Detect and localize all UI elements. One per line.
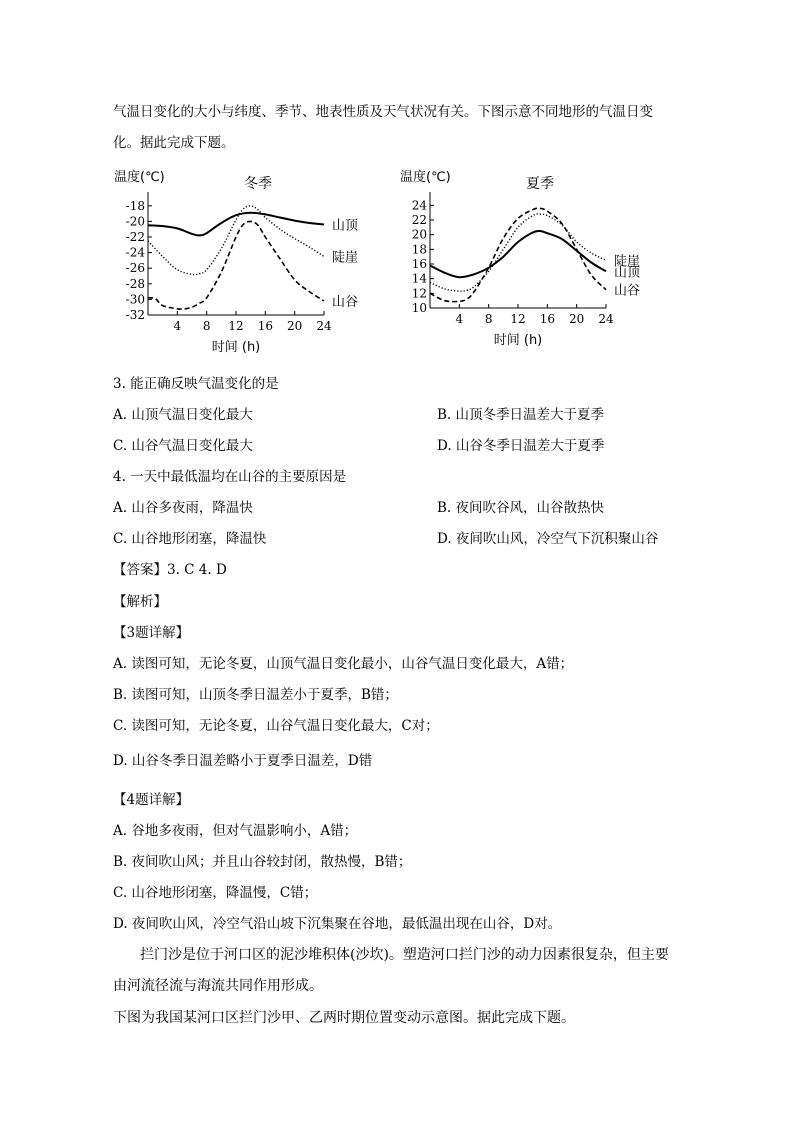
q3-detail-d: D. 山谷冬季日温差略小于夏季日温差，D错 [113,753,373,769]
x-tick-label: 20 [287,319,303,333]
series-label: 山顶 [614,265,641,281]
passage-line-2: 由河流径流与海流共同作用形成。 [113,978,323,994]
intro-line-1: 气温日变化的大小与纬度、季节、地表性质及天气状况有关。下图示意不同地形的气温日变 [113,104,653,120]
y-tick-label: 12 [411,286,427,301]
q4-option-a: A. 山谷多夜雨，降温快 [113,500,253,516]
q4-option-d: D. 夜间吹山风，冷空气下沉积聚山谷 [437,531,659,547]
q3-detail-b: B. 读图可知，山顶冬季日温差小于夏季，B错； [113,687,398,703]
series-label: 山谷 [332,294,359,310]
q3-detail-c: C. 读图可知，无论冬夏，山谷气温日变化最大，C对； [113,718,439,734]
q4-detail-b: B. 夜间吹山风；并且山谷较封闭，散热慢，B错； [113,854,412,870]
y-tick-label: -30 [125,292,145,307]
y-tick-label: 10 [411,301,427,315]
x-tick-label: 12 [510,312,526,326]
y-tick-label: -26 [125,261,145,276]
y-tick-label: -24 [125,245,145,260]
x-tick-label: 4 [173,319,182,333]
series-line-dashed [430,208,606,301]
x-tick-label: 16 [257,319,273,333]
q3-option-a: A. 山顶气温日变化最大 [113,407,253,423]
y-tick-label: -22 [125,230,145,244]
y-tick-label: 18 [411,242,427,257]
x-tick-label: 8 [202,319,211,333]
x-tick-label: 12 [228,319,244,333]
passage-line-3: 下图为我国某河口区拦门沙甲、乙两时期位置变动示意图。据此完成下题。 [113,1010,575,1026]
q3-option-c: C. 山谷气温日变化最大 [113,438,253,454]
q3-stem: 3. 能正确反映气温变化的是 [113,376,279,392]
y-tick-label: 16 [411,257,427,271]
x-tick-label: 24 [598,312,614,326]
q3-detail-title: 【3题详解】 [113,625,190,641]
y-tick-label: 14 [411,271,427,286]
x-tick-label: 16 [539,312,555,326]
y-tick-label: -32 [125,308,145,322]
series-label: 陡崖 [614,254,641,270]
y-axis-label: 温度(℃) [114,170,165,185]
y-tick-label: 24 [411,198,427,213]
x-tick-label: 4 [455,312,464,326]
passage-line-1: 拦门沙是位于河口区的泥沙堆积体(沙坎)。塑造河口拦门沙的动力因素很复杂，但主要 [140,947,669,963]
y-tick-label: 22 [411,213,427,227]
chart-title: 夏季 [526,176,554,192]
series-label: 山顶 [332,218,359,234]
series-line-solid [148,213,324,236]
y-axis-label: 温度(℃) [400,170,451,185]
q4-detail-title: 【4题详解】 [113,792,190,808]
summer-chart [398,168,648,358]
x-tick-label: 24 [316,319,332,333]
series-label: 陡崖 [332,250,359,266]
y-tick-label: -18 [125,198,145,213]
x-axis-label: 时间 (h) [211,340,261,355]
q3-detail-a: A. 读图可知，无论冬夏，山顶气温日变化最小，山谷气温日变化最大，A错； [113,656,574,672]
series-label: 山谷 [614,283,641,299]
winter-chart [112,168,359,358]
q4-detail-c: C. 山谷地形闭塞，降温慢，C错； [113,885,318,901]
q4-option-c: C. 山谷地形闭塞，降温快 [113,531,267,547]
x-axis-label: 时间 (h) [493,333,543,348]
q4-option-b: B. 夜间吹谷风，山谷散热快 [437,500,605,516]
series-line-dashed [148,221,324,309]
y-tick-label: 20 [411,227,427,242]
intro-line-2: 化。据此完成下题。 [113,135,235,151]
chart-title: 冬季 [244,176,272,192]
y-tick-label: -20 [125,214,145,229]
series-line-solid [430,231,606,277]
q4-detail-d: D. 夜间吹山风，冷空气沿山坡下沉集聚在谷地，最低温出现在山谷，D对。 [113,916,562,932]
q3-option-d: D. 山谷冬季日温差大于夏季 [437,438,605,454]
answer: 【答案】3. C 4. D [113,562,227,578]
y-tick-label: -28 [125,276,145,291]
q4-detail-a: A. 谷地多夜雨，但对气温影响小，A错； [113,823,358,839]
x-tick-label: 8 [484,312,493,326]
q4-stem: 4. 一天中最低温均在山谷的主要原因是 [113,469,347,485]
q3-option-b: B. 山顶冬季日温差大于夏季 [437,407,605,423]
analysis-title: 【解析】 [113,594,167,610]
x-tick-label: 20 [569,312,585,326]
